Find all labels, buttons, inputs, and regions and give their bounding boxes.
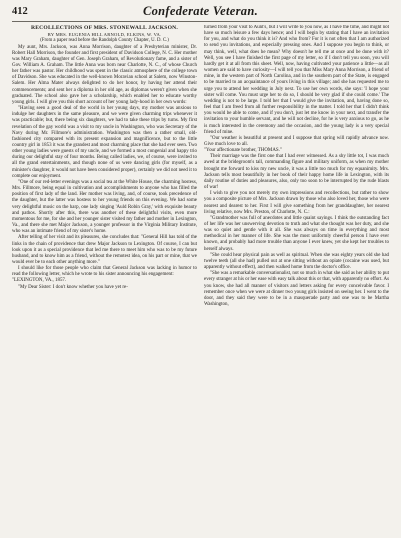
paragraph: "Our weather is beautiful at present and I suppose that spring will rapidly advance now. Give much love to all. [204, 135, 389, 147]
letter-dateline: "LEXINGTON, VA., 1857. [12, 278, 67, 284]
page-header [12, 5, 389, 22]
letter-salutation: "My Dear Sister: I don't know whether you have yet re- [18, 284, 128, 290]
article-title: RECOLLECTIONS OF MRS. STONEWALL JACKSON. [31, 25, 178, 31]
left-column [12, 25, 197, 533]
article-columns [12, 25, 389, 533]
paragraph: I wish to give you not merely my own impressions and recollections, but rather to show you a composite picture of Mrs. Jackson drawn by those who also loved her, those who were nearest and dearest to her. First I will give something from her granddaughter, her nearest living relative, now Mrs. Preston, of Charlotte, N. C.: [204, 191, 389, 215]
paragraph: "She could hear physical pain as well as spiritual. When she was eighty years old she had twelve teeth (all she had) pulled out at one sitting without an opiate (cocaine was used, but apparently without effect), and then walked home from the doctor's office. [204, 252, 389, 271]
paragraph: "Having seen a good deal of the world in her young days, my mother was anxious to indulge her daughters in the same pleasure, and we were given charming trips whenever it was practicable; but, there being six daughters, we had to take these trips by turns. My first revelation of the gay world was a visit to my uncle in Washington, who was Secretary of the Navy during Mr. Fillmore's administration. Washington was then a rather small, old-fashioned city compared with its present expansion and magnificence, but to the little country girl in 1853 it was the grandest and most charming place that she had ever seen. Two other young ladies were guests of my uncle, and we formed a most congenial and happy trio during our delightful stay of four months. Being called ladies, we, of course, were invited to all the grand entertainments, and though none of us were dancing girls (for myself, as a minister's daughter, it would not have been considered proper), certainly we did not need it to complete our enjoyment. [12, 106, 197, 179]
paragraph: I should like for those people who claim that General Jackson was lacking in humor to read the following letter, which he wrote to his sister announcing his engagement: [12, 266, 197, 278]
article-source: (From a paper read before the Randolph County Chapter, U. D. C.) [40, 37, 169, 43]
paragraph: "Grandmother was full of anecdotes and little quaint sayings. I think the outstanding fact of her life was her unswerving devotion to truth and what she thought was her duty, and she was so quiet and gentle with it all. She was always on time in everything and most methodical in her manner of life. She was the most uniformly cheerful person I have ever known, and probably had more trouble than anyone I ever knew, yet she kept her troubles to herself always. [204, 215, 389, 252]
paragraph: "One of our red-letter evenings was a social tea at the White House, the charming hostess, Mrs. Fillmore, being equal in cultivation and accomplishments to anyone who has filled the position of first lady of the land. Her mother was living, and, of course, took precedence of the daughter, but the latter was hostess to her young friends on this evening. We had some very delightful music on the harp, one lady singing 'Auld Robin Gray,' with exquisite beauty and pathos. Shortly after this, there was another of these delightful visits, even more momentous for me, for she and her younger sister visited my father and mother in Lexington, Va., and there she met Major Jackson, a younger professor in the Virginia Military Institute, who was an intimate friend of my sister's home. [12, 179, 197, 235]
right-column [204, 25, 389, 533]
masthead: Confederate Veteran. [142, 4, 259, 18]
letter-signature: "Your affectionate brother, THOMAS." [204, 148, 282, 154]
paragraph: turned from your visit to Aunt's, but I will write to you now, as I have the time, and might not have so much leisure a few days hence; and I will begin by stating that I have an invitation for you, and what do you think it is? And who from? For it is not often that I am authorized to send you invitations, and especially pressing ones. And I suppose you begin to think, or may think, well, what does he mean? Why doesn't he tell me at once and be done with it? Well, you see I have finished the first page of my letter, so if I don't tell you soon, you will hardly get it at all from this sheet. Well, now, having cultivated your patience a little—as all women are said to have curiosity—I will tell you that Miss Mary Anna Morrison, a friend of mine, in the western part of North Carolina, and in the southern part of the State, is engaged to be married to an acquaintance of yours living in this village; and she has requested me to urge you to attend her wedding in July next. To use her own words, she says: 'I hope your sister will come. You must urge her to do so, I should be very glad if she could come.' The wedding is not to be large. I told her that I would give the invitation, and, having done so, feel that I am freed from all further responsibility in the matter. I told her that I didn't think you would be able to come, and if you don't, just let me know in your next, and transfer the invitation to your humble servant, and he will not decline, for he is very anxious to go, as he is much interested in the ceremony and the occasion, and the young lady is a very special friend of mine. [204, 25, 389, 135]
paragraph: "She was a remarkable conversationalist, not so much in what she said as her ability to put every stranger at his or her ease with easy talk about this or that, with apparently no effort. As you know, she had all manner of visitors and letters asking for every conceivable favor. I remember once when we were at dinner two young girls insisted on seeing her. I went to the door, and they said they were to be in a masquerade party and one was to be Martha Washington, [204, 271, 389, 308]
paragraph: After telling of her visit and its pleasures, she concludes that: "General Hill has told of the links in the chain of providence that drew Major Jackson to Lexington. Of course, I can but look upon it as a special providence that led me there to meet him who was to be my future husband, and to know him as a friend, without the remotest idea, on his part or mine, that we would ever be to each other anything more." [12, 235, 197, 265]
paragraph: Their marriage was the first one that I had ever witnessed. As a shy little tot, I was much awed at the bridegroom's tall, commanding figure and military uniform, as when my mother brought me forward to kiss my new uncle, it was a little too much for my equanimity. Mrs. Jackson tells most beautifully in her book of their happy home life in Lexington, with its daily routine of duties and pleasures, also, only too soon to be interrupted by the rude blasts of war! [204, 154, 389, 191]
article-byline: BY MRS. EUGENIA HILL ARNOLD, ELKINS, W. VA. [47, 32, 162, 37]
page-number: 412 [12, 6, 28, 17]
paragraph: My aunt, Mrs. Jackson, was Anna Morrison, daughter of a Presbyterian minister, Dr. Robert Hall Morrison, the founder and first president of Davidson College, N. C. Her mother was Mary Graham, daughter of Gen. Joseph Graham, of Revolutionary fame, and a sister of Gov. William A. Graham. The little Anna was born near Charlotte, N. C., of whose Church her father was pastor. Her childhood was spent in the classic atmosphere of the college town of Davidson. She was educated in the well-known Moravian school at Salem, now Winston-Salem. Her Alma Mater always delighted to do her honor, by having her attend their commencements; and sent her a diploma in her old age, as diplomas weren't given when she graduated. The school also gave her a scholarship, which enabled her to educate worthy young girls. I will give you this short account of her young lady-hood in her own words: [12, 44, 197, 105]
